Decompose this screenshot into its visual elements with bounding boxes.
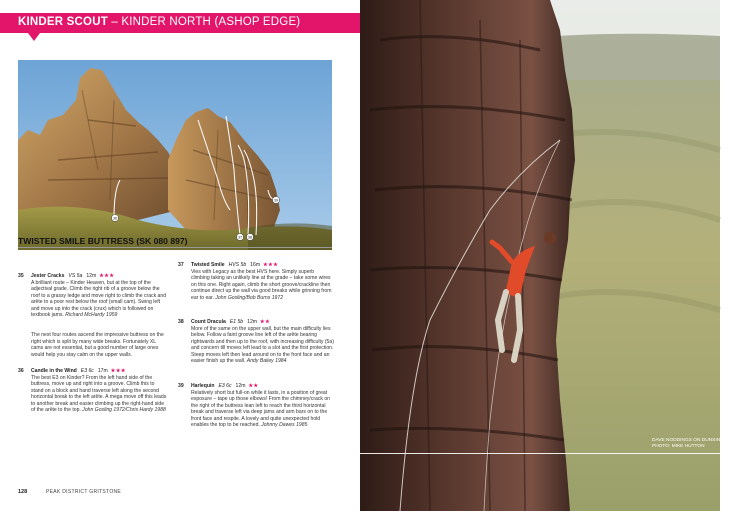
route-description: Relatively short but full-on while it lasts, in a position of great exposure – tape up those elbows! From the chimney/crack on the right of the buttress lean left to reach the third horizontal break and traverse left via deep jams and arm bars on to the front face and respite. A lovely and quite unexpected hold enables the top to be reached. — [191, 389, 331, 428]
page-header-title — [18, 16, 300, 28]
route-name: Candle in the Wind — [31, 368, 77, 374]
route-length: 16m — [250, 262, 261, 268]
topo-marker-37 — [237, 234, 244, 241]
route-name: Jester Cracks — [31, 273, 65, 279]
header-bar — [0, 13, 360, 33]
topo-marker-39 — [273, 197, 280, 204]
intro-paragraph: The next four routes ascend the impressive buttress on the right which is split by many wide breaks. Fortunately XL cams are not essential, but a good number of large ones would help you stay calm on the upper walls. — [31, 332, 164, 358]
svg-text:39: 39 — [274, 198, 278, 203]
route-first-ascent: Johnny Dawes 1985 — [261, 422, 308, 428]
route-name: Twisted Smile — [191, 262, 225, 268]
page-number: 128 — [18, 489, 28, 495]
crag-topo-photo — [18, 60, 332, 250]
route-grade: VS 5a — [68, 273, 83, 279]
title-divider — [18, 247, 332, 248]
route-entry-39 — [178, 383, 334, 429]
svg-text:38: 38 — [248, 235, 252, 240]
route-length: 12m — [247, 319, 258, 325]
route-grade: E3 6c — [218, 383, 232, 389]
route-name: Harlequin — [191, 383, 215, 389]
route-stars: ★★★ — [99, 273, 115, 279]
climber-photo-page — [360, 0, 735, 511]
route-number: 35 — [18, 273, 24, 279]
route-stars: ★★ — [248, 383, 259, 389]
crag-name: KINDER SCOUT — [18, 16, 108, 28]
route-first-ascent: Andy Bailey 1984 — [246, 358, 287, 364]
route-description: Vies with Legacy as the best HVS here. Simply superb climbing taking an unlikely line at the grade – take some wires on this one. Right again, climb the short groove/crackline then continue direct up the wall via good breaks while grinning from ear to ear. — [191, 268, 332, 301]
route-grade: E1 5b — [229, 319, 244, 325]
caption-line-2: PHOTO: MIKE HUTTON — [652, 444, 705, 449]
route-name: Count Dracula — [191, 319, 226, 325]
svg-text:37: 37 — [238, 235, 242, 240]
header-notch — [28, 33, 40, 41]
route-number: 39 — [178, 383, 184, 389]
photo-caption — [652, 438, 735, 450]
svg-text:36: 36 — [113, 216, 117, 221]
topo-marker-36 — [112, 215, 119, 222]
left-page — [0, 0, 360, 511]
caption-rule — [360, 453, 722, 454]
route-number: 36 — [18, 368, 24, 374]
route-entry-37 — [178, 262, 334, 301]
route-entry-38 — [178, 319, 334, 365]
route-first-ascent: John Gosling/Bob Burns 1972 — [215, 294, 284, 301]
area-name: – KINDER NORTH (ASHOP EDGE) — [107, 16, 301, 28]
climber-photo — [360, 0, 720, 511]
route-number: 37 — [178, 262, 184, 268]
caption-line-1: DAVE NODDINGS ON DUNSINANE ▶ — [652, 438, 735, 443]
route-length: 12m — [86, 273, 97, 279]
buttress-title: TWISTED SMILE BUTTRESS (SK 080 897) — [18, 236, 188, 246]
route-first-ascent: Richard McHardy 1959 — [65, 312, 118, 318]
route-description: A brilliant route – Kinder Heaven, but at the top of the adjectival grade. Climb the right rib of a groove below the roof to a grassy ledge and move right to climb the crack and arête to a poor rest below the roof (small cam). Swing left and move up into the crack (crux) which is followed on textbook jams. — [31, 279, 167, 318]
route-stars: ★★★ — [110, 368, 126, 374]
book-title: PEAK DISTRICT GRITSTONE — [46, 489, 122, 495]
route-first-ascent: John Gosling 1972/Chris Hardy 1988 — [82, 407, 166, 413]
route-grade: HVS 5b — [228, 262, 247, 268]
route-length: 12m — [235, 383, 246, 389]
route-number: 38 — [178, 319, 184, 325]
route-description: More of the same on the upper wall, but the main difficulty lies below. Follow a faint groove line left of the arête bearing rightwards and then up to the roof, with increasing difficulty (5a) and concern till moves left lead to a slot and the first protection. Steep moves left then lead around on to the front face and an easier finish up the wall. — [191, 325, 334, 364]
route-grade: E3 6c — [80, 368, 94, 374]
route-entry-36 — [18, 368, 168, 414]
route-stars: ★★★ — [263, 262, 279, 268]
route-description: The best E3 on Kinder? From the left hand side of the buttress, move up and right into a groove. Climb this to stand on a block and hand traverse left along the second horizontal break to the left arête. A mega move off this leads to another break and easier climbing up the right-hand side of the arête to the top. — [31, 374, 167, 413]
topo-marker-38 — [247, 234, 254, 241]
route-length: 17m — [97, 368, 108, 374]
route-entry-35 — [18, 273, 168, 319]
route-stars: ★★ — [260, 319, 271, 325]
